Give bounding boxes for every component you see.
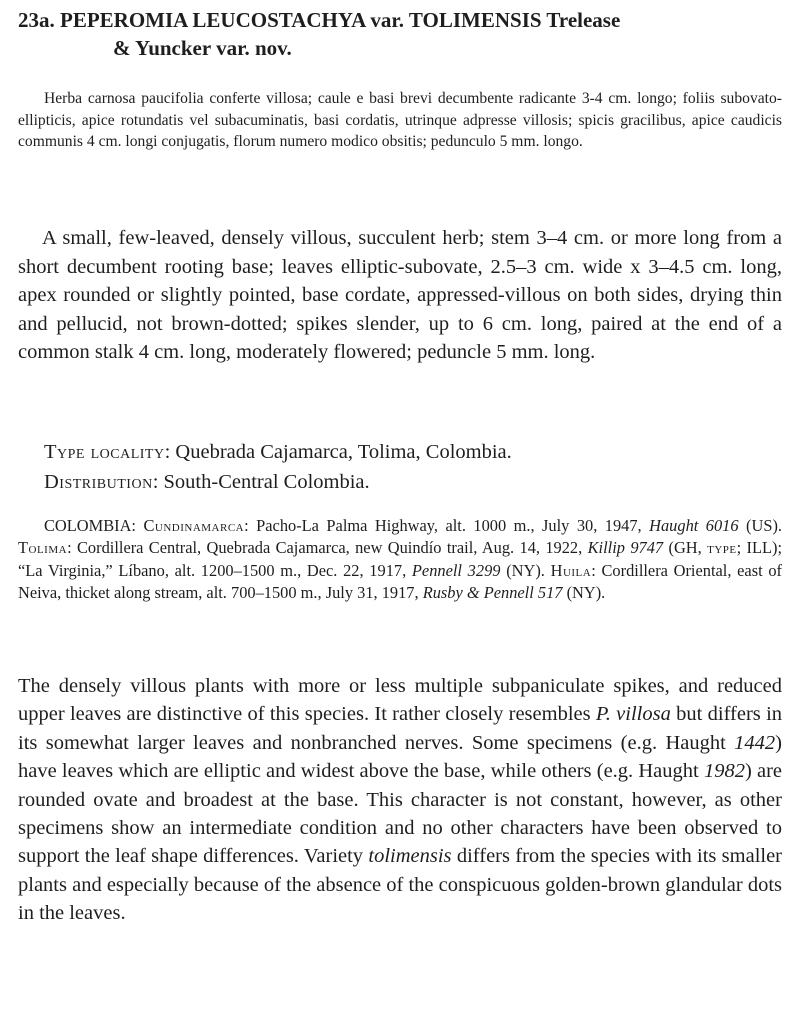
specimen-department: Tolima [18, 538, 68, 558]
specimen-locality: Cordillera Central, Quebrada Cajamarca, new Quindío trail, Aug. 14, 1922, [77, 538, 583, 558]
distribution: Distribution: South-Central Colombia. [44, 471, 370, 493]
type-marker: type [707, 538, 737, 558]
specimen-collector: Haught 6016 [649, 516, 739, 535]
specimen-locality: “La Virginia,” Líbano, alt. 1200–1500 m., Dec. 22, 1917, [18, 560, 407, 580]
specimen-department: Cundinamarca [143, 516, 245, 535]
specimen-herbarium: (NY). [566, 583, 606, 603]
specimen-herbarium: (NY). [506, 560, 545, 580]
taxon-title-line2: & Yuncker var. nov. [113, 36, 292, 60]
english-description: A small, few-leaved, densely villous, succulent herb; stem 3–4 cm. or more long from a short decumbent rooting base; leaves elliptic-subovate, 2.5–3 cm. wide x 3–4.5 cm. long, apex rounded or slightly pointed, base cordate, appressed-villous on both sides, drying thin and pellucid, not brown-dotted; spikes slender, up to 6 cm. long, paired at the end of a common stalk 4 cm. long, moderately flowered; peduncle 5 mm. long. [18, 227, 782, 363]
specimen-department: Huila [550, 560, 592, 580]
specimen-locality: Pacho-La Palma Highway, alt. 1000 m., July 30, 1947, [256, 516, 642, 535]
discussion-paragraph [18, 672, 782, 928]
type-locality-label: Type locality [44, 441, 165, 463]
specimen-collector: Rusby & Pennell 517 [422, 583, 563, 603]
specimen-herbarium: (GH, [668, 538, 702, 558]
specimen-number: 1982 [703, 760, 745, 783]
discussion-text: but differs in its somewhat larger leaves and nonbranched nerves. Some specimens (e.g. Haught [18, 703, 783, 754]
species-reference: P. villosa [595, 703, 671, 726]
specimen-collector: Pennell 3299 [411, 560, 501, 580]
discussion-text: ) have leaves which are elliptic and widest above the base, while others (e.g. Haught [18, 731, 782, 783]
discussion-text: differs from the species with its smaller plants and especially because of the absence of the conspicuous golden-brown glandular dots in the leaves. [18, 845, 783, 925]
taxon-title [18, 6, 782, 62]
discussion-text: ) are rounded ovate and broadest at the base. This character is not constant, however, as other specimens show an intermediate condition and no other characters have been observed to support the leaf shape differences. Variety [18, 760, 782, 868]
specimen-herbarium: (US). [746, 516, 782, 535]
specimen-number: 1442 [734, 731, 776, 754]
latin-description: Herba carnosa paucifolia conferte villosa; caule e basi brevi decumbente radicante 3-4 cm. longo; foliis subovato-ellipticis, apice rotundatis vel subacuminatis, basi cordatis, utrinque adpresse villosis; spicis gracilibus, apice caudicis communis 4 cm. longi conjugatis, florum numero modico obsitis; pedunculo 5 mm. longo. [18, 90, 782, 151]
specimen-herbarium: ; ILL); [736, 538, 783, 558]
distribution-value: South-Central Colombia. [163, 471, 370, 493]
type-locality-value: Quebrada Cajamarca, Tolima, Colombia. [175, 441, 512, 463]
specimen-collector: Killip 9747 [587, 538, 664, 558]
specimen-locality: Cordillera Oriental, east of Neiva, thicket along stream, alt. 700–1500 m., July 31, 1917, [18, 560, 782, 603]
type-locality: Type locality: Quebrada Cajamarca, Tolima, Colombia. [44, 441, 512, 463]
variety-name: tolimensis [368, 845, 452, 868]
distribution-label: Distribution [44, 471, 153, 493]
specimen-citations: COLOMBIA: Cundinamarca: Pacho-La Palma Highway, alt. 1000 m., July 30, 1947, Haught 6016 (US). Tolima: Cordillera Central, Quebrada Cajamarca, new Quindío trail, Aug. 14, 1922, Killip 9747 (GH, type; ILL); “La Virginia,” Líbano, alt. 1200–1500 m., Dec. 22, 1917, Pennell 3299 (NY). Huila: Cordillera Oriental, east of Neiva, thicket along stream, alt. 700–1500 m., July 31, 1917, Rusby & Pennell 517 (NY). [18, 516, 783, 603]
taxon-title-line1: 23a. PEPEROMIA LEUCOSTACHYA var. TOLIMENSIS Trelease [18, 8, 621, 32]
discussion-text: The densely villous plants with more or less multiple subpaniculate spikes, and reduced upper leaves are distinctive of this species. It rather closely resembles [18, 675, 782, 726]
specimen-country: COLOMBIA [44, 516, 132, 535]
